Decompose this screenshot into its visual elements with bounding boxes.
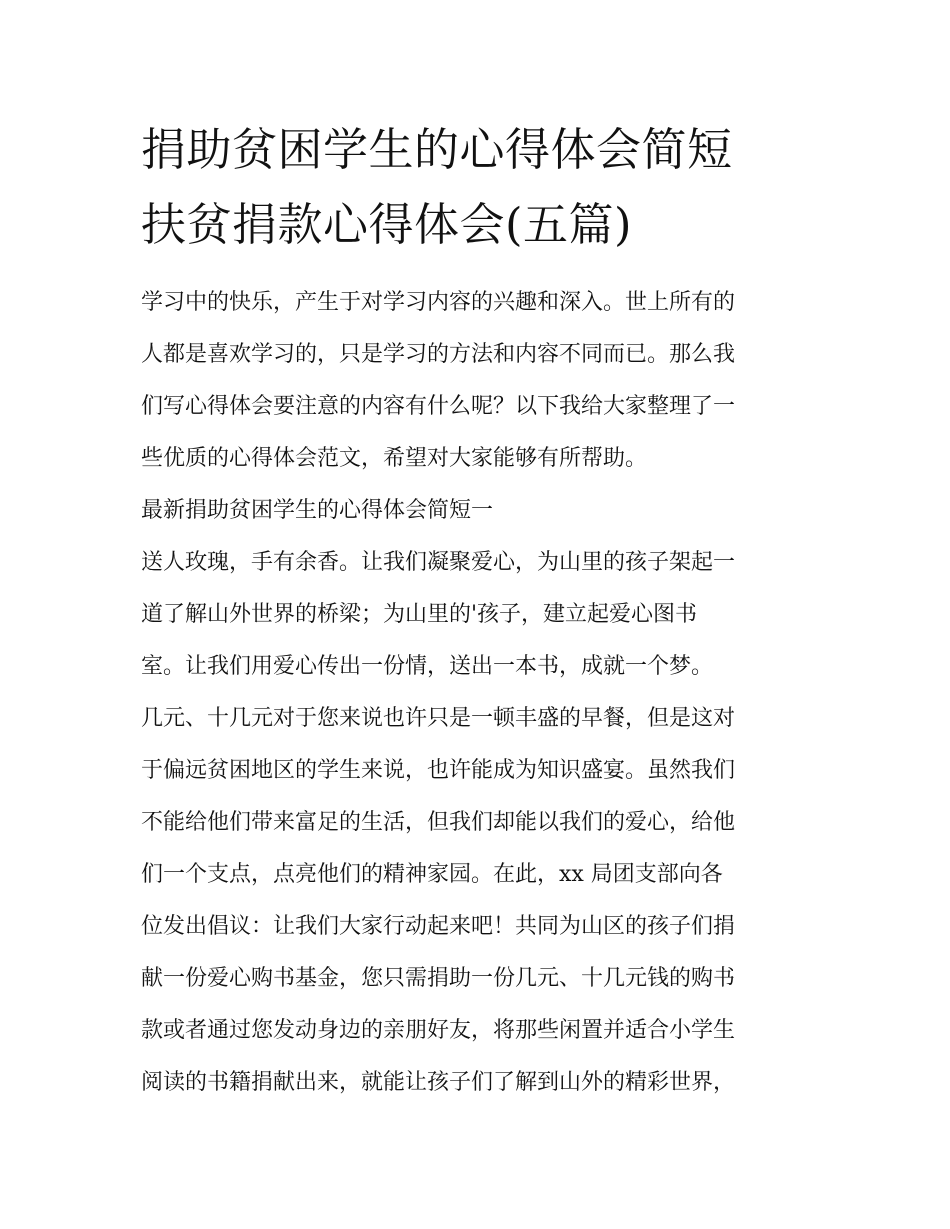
title-line: 捐助贫困学生的心得体会简短 [141, 123, 733, 176]
document-title [141, 112, 813, 262]
title-line: 扶贫捐款心得体会(五篇) [141, 198, 633, 251]
paragraph-line: 几元、十几元对于您来说也许只是一顿丰盛的早餐，但是这对 [141, 706, 736, 731]
intro-line: 些优质的心得体会范文，希望对大家能够有所帮助。 [141, 446, 648, 471]
intro-line: 人都是喜欢学习的，只是学习的方法和内容不同而已。那么我 [141, 342, 736, 367]
paragraph-line: 不能给他们带来富足的生活，但我们却能以我们的爱心，给他 [141, 810, 736, 835]
paragraph-line: 阅读的书籍捐献出来，就能让孩子们了解到山外的精彩世界， [141, 1070, 736, 1095]
paragraph-line: 室。让我们用爱心传出一份情，送出一本书，成就一个梦。 [141, 654, 714, 679]
intro-line: 们写心得体会要注意的内容有什么呢？以下我给大家整理了一 [141, 394, 736, 419]
document-content [141, 112, 813, 1109]
intro-line: 学习中的快乐，产生于对学习内容的兴趣和深入。世上所有的 [141, 290, 736, 315]
paragraph-line: 于偏远贫困地区的学生来说，也许能成为知识盛宴。虽然我们 [141, 758, 736, 783]
section-heading: 最新捐助贫困学生的心得体会简短一 [141, 498, 494, 523]
paragraph-line: 位发出倡议：让我们大家行动起来吧！共同为山区的孩子们捐 [141, 914, 736, 939]
paragraph-line: 献一份爱心购书基金，您只需捐助一份几元、十几元钱的购书 [141, 966, 736, 991]
paragraph-line: 送人玫瑰，手有余香。让我们凝聚爱心，为山里的孩子架起一 [141, 550, 736, 575]
paragraph-line: 们一个支点，点亮他们的精神家园。在此，xx 局团支部向各 [141, 862, 723, 887]
paragraph-line: 款或者通过您发动身边的亲朋好友，将那些闲置并适合小学生 [141, 1018, 736, 1043]
document-body [141, 277, 813, 1109]
paragraph-line: 道了解山外世界的桥梁；为山里的'孩子，建立起爱心图书 [141, 602, 698, 627]
